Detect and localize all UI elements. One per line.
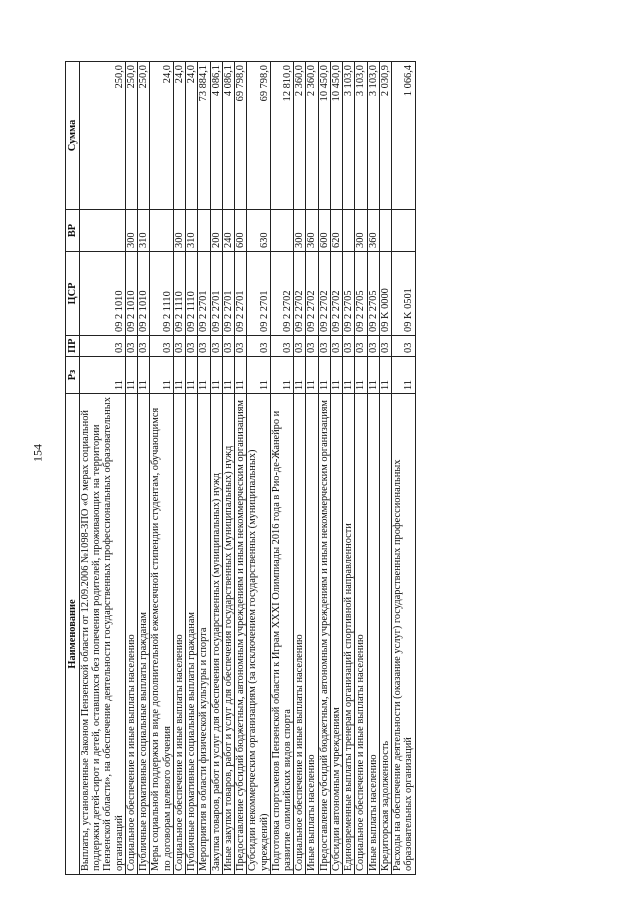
column-header-sum: Сумма bbox=[66, 62, 80, 210]
cell-sum: 73 884,1 bbox=[198, 62, 210, 210]
cell-pr: 03 bbox=[80, 336, 126, 357]
page-number: 154 bbox=[30, 444, 45, 462]
cell-rz: 11 bbox=[198, 357, 210, 394]
cell-sum: 69 798,0 bbox=[235, 62, 247, 210]
column-header-rz: Рз bbox=[66, 357, 80, 394]
cell-name: Кредиторская задолженность bbox=[379, 394, 391, 875]
table-row bbox=[186, 62, 198, 875]
cell-vr: 200 bbox=[210, 210, 222, 252]
cell-rz: 11 bbox=[367, 357, 379, 394]
cell-vr: 360 bbox=[306, 210, 318, 252]
cell-name: Социальное обеспечение и иные выплаты населению bbox=[294, 394, 306, 875]
table-row bbox=[150, 62, 173, 875]
cell-pr: 03 bbox=[186, 336, 198, 357]
cell-pr: 03 bbox=[318, 336, 330, 357]
cell-vr: 300 bbox=[173, 210, 185, 252]
cell-vr bbox=[80, 210, 126, 252]
cell-rz: 11 bbox=[343, 357, 355, 394]
table-row bbox=[235, 62, 247, 875]
cell-csr: 09 2 1010 bbox=[138, 252, 150, 336]
table-row bbox=[222, 62, 234, 875]
cell-csr: 09 K 0000 bbox=[379, 252, 391, 336]
table-row bbox=[379, 62, 391, 875]
column-header-name: Наименование bbox=[66, 394, 80, 875]
cell-name: Подготовка спортсменов Пензенской области к Играм XXXI Олимпиады 2016 года в Рио-де-Жанейро и развитие олимпийских видов спорта bbox=[270, 394, 293, 875]
cell-name: Иные выплаты населению bbox=[306, 394, 318, 875]
table-row bbox=[343, 62, 355, 875]
cell-rz: 11 bbox=[186, 357, 198, 394]
cell-sum: 24,0 bbox=[186, 62, 198, 210]
cell-sum: 12 810,0 bbox=[270, 62, 293, 210]
cell-rz: 11 bbox=[235, 357, 247, 394]
cell-sum: 24,0 bbox=[173, 62, 185, 210]
cell-pr: 03 bbox=[173, 336, 185, 357]
cell-csr: 09 2 2702 bbox=[270, 252, 293, 336]
cell-vr: 600 bbox=[318, 210, 330, 252]
table-row bbox=[318, 62, 330, 875]
cell-name: Закупка товаров, работ и услуг для обеспечения государственных (муниципальных) нужд bbox=[210, 394, 222, 875]
cell-pr: 03 bbox=[330, 336, 342, 357]
cell-sum: 69 798,0 bbox=[247, 62, 270, 210]
cell-vr: 360 bbox=[367, 210, 379, 252]
cell-rz: 11 bbox=[355, 357, 367, 394]
cell-name: Мероприятия в области физической культуры и спорта bbox=[198, 394, 210, 875]
table-row bbox=[392, 62, 415, 875]
table-row bbox=[198, 62, 210, 875]
column-header-csr: ЦСР bbox=[66, 252, 80, 336]
cell-name: Предоставление субсидий бюджетным, автономным учреждениям и иным некоммерческим организациям bbox=[318, 394, 330, 875]
cell-name: Публичные нормативные социальные выплаты гражданам bbox=[138, 394, 150, 875]
cell-name: Субсидии автономным учреждениям bbox=[330, 394, 342, 875]
cell-rz: 11 bbox=[306, 357, 318, 394]
cell-pr: 03 bbox=[210, 336, 222, 357]
cell-sum: 3 103,0 bbox=[355, 62, 367, 210]
cell-sum: 2 030,9 bbox=[379, 62, 391, 210]
cell-csr: 09 2 2702 bbox=[318, 252, 330, 336]
cell-sum: 250,0 bbox=[80, 62, 126, 210]
cell-pr: 03 bbox=[247, 336, 270, 357]
table-row bbox=[330, 62, 342, 875]
cell-name: Меры социальной поддержки в виде дополнительной ежемесячной стипендии студентам, обучающимся по договорам целевого обучения bbox=[150, 394, 173, 875]
cell-name: Единовременные выплаты тренерам организаций спортивной направленности bbox=[343, 394, 355, 875]
cell-rz: 11 bbox=[222, 357, 234, 394]
cell-csr: 09 2 2701 bbox=[210, 252, 222, 336]
cell-name: Субсидии некоммерческим организациям (за исключением государственных (муниципальных) учреждений) bbox=[247, 394, 270, 875]
cell-csr: 09 2 2702 bbox=[330, 252, 342, 336]
cell-vr: 620 bbox=[330, 210, 342, 252]
cell-pr: 03 bbox=[379, 336, 391, 357]
cell-pr: 03 bbox=[125, 336, 137, 357]
cell-rz: 11 bbox=[125, 357, 137, 394]
cell-sum: 2 360,0 bbox=[294, 62, 306, 210]
cell-pr: 03 bbox=[150, 336, 173, 357]
cell-pr: 03 bbox=[367, 336, 379, 357]
cell-vr bbox=[343, 210, 355, 252]
cell-sum: 24,0 bbox=[150, 62, 173, 210]
cell-pr: 03 bbox=[235, 336, 247, 357]
cell-csr: 09 2 2705 bbox=[367, 252, 379, 336]
cell-sum: 250,0 bbox=[125, 62, 137, 210]
table-row bbox=[173, 62, 185, 875]
cell-rz: 11 bbox=[330, 357, 342, 394]
cell-vr: 600 bbox=[235, 210, 247, 252]
cell-sum: 250,0 bbox=[138, 62, 150, 210]
cell-sum: 4 086,1 bbox=[210, 62, 222, 210]
cell-pr: 03 bbox=[392, 336, 415, 357]
cell-csr: 09 2 2701 bbox=[235, 252, 247, 336]
cell-csr: 09 2 1010 bbox=[125, 252, 137, 336]
cell-vr: 310 bbox=[186, 210, 198, 252]
cell-name: Расходы на обеспечение деятельности (оказание услуг) государственных профессиональных образовательных организаций bbox=[392, 394, 415, 875]
cell-sum: 3 103,0 bbox=[343, 62, 355, 210]
table-row bbox=[80, 62, 126, 875]
cell-vr bbox=[198, 210, 210, 252]
cell-vr: 630 bbox=[247, 210, 270, 252]
cell-csr: 09 2 1010 bbox=[80, 252, 126, 336]
table-row bbox=[210, 62, 222, 875]
cell-pr: 03 bbox=[198, 336, 210, 357]
column-header-vr: ВР bbox=[66, 210, 80, 252]
cell-vr: 310 bbox=[138, 210, 150, 252]
cell-vr bbox=[270, 210, 293, 252]
cell-vr: 300 bbox=[355, 210, 367, 252]
table-body bbox=[80, 62, 416, 875]
column-header-pr: ПР bbox=[66, 336, 80, 357]
cell-rz: 11 bbox=[138, 357, 150, 394]
cell-pr: 03 bbox=[355, 336, 367, 357]
cell-sum: 1 066,4 bbox=[392, 62, 415, 210]
cell-rz: 11 bbox=[80, 357, 126, 394]
table-row bbox=[306, 62, 318, 875]
cell-csr: 09 K 0501 bbox=[392, 252, 415, 336]
cell-sum: 3 103,0 bbox=[367, 62, 379, 210]
table-row bbox=[138, 62, 150, 875]
cell-pr: 03 bbox=[343, 336, 355, 357]
cell-sum: 10 450,0 bbox=[330, 62, 342, 210]
table-row bbox=[355, 62, 367, 875]
cell-csr: 09 2 2702 bbox=[306, 252, 318, 336]
cell-rz: 11 bbox=[210, 357, 222, 394]
table-header-row bbox=[66, 62, 80, 875]
cell-sum: 10 450,0 bbox=[318, 62, 330, 210]
cell-rz: 11 bbox=[294, 357, 306, 394]
cell-name: Иные выплаты населению bbox=[367, 394, 379, 875]
cell-vr: 300 bbox=[294, 210, 306, 252]
cell-vr: 300 bbox=[125, 210, 137, 252]
cell-csr: 09 2 1110 bbox=[186, 252, 198, 336]
cell-pr: 03 bbox=[222, 336, 234, 357]
table-row bbox=[125, 62, 137, 875]
table-row bbox=[367, 62, 379, 875]
cell-name: Социальное обеспечение и иные выплаты населению bbox=[173, 394, 185, 875]
cell-vr bbox=[150, 210, 173, 252]
cell-csr: 09 2 1110 bbox=[173, 252, 185, 336]
cell-csr: 09 2 2701 bbox=[247, 252, 270, 336]
cell-csr: 09 2 2701 bbox=[198, 252, 210, 336]
cell-pr: 03 bbox=[306, 336, 318, 357]
cell-name: Социальное обеспечение и иные выплаты населению bbox=[355, 394, 367, 875]
cell-rz: 11 bbox=[173, 357, 185, 394]
cell-sum: 4 086,1 bbox=[222, 62, 234, 210]
cell-name: Социальное обеспечение и иные выплаты населению bbox=[125, 394, 137, 875]
table-row bbox=[294, 62, 306, 875]
cell-pr: 03 bbox=[138, 336, 150, 357]
cell-vr bbox=[392, 210, 415, 252]
cell-name: Предоставление субсидий бюджетным, автономным учреждениям и иным некоммерческим организациям bbox=[235, 394, 247, 875]
cell-vr: 240 bbox=[222, 210, 234, 252]
cell-pr: 03 bbox=[270, 336, 293, 357]
rotated-page-content bbox=[54, 0, 576, 905]
cell-csr: 09 2 2705 bbox=[355, 252, 367, 336]
table-row bbox=[270, 62, 293, 875]
cell-rz: 11 bbox=[270, 357, 293, 394]
cell-name: Выплаты, установленные Законом Пензенской области от 12.09.2006 №1098-ЗПО «О мерах социальной поддержки детей-сирот и детей, оставшихся без попечения родителей, проживающих на территории Пензенской области», на обеспечение деятельности государственных профессиональных образовательных организаций bbox=[80, 394, 126, 875]
cell-name: Иные закупки товаров, работ и услуг для обеспечения государственных (муниципальных) нужд bbox=[222, 394, 234, 875]
cell-pr: 03 bbox=[294, 336, 306, 357]
cell-rz: 11 bbox=[392, 357, 415, 394]
cell-vr bbox=[379, 210, 391, 252]
cell-name: Публичные нормативные социальные выплаты гражданам bbox=[186, 394, 198, 875]
budget-table bbox=[65, 61, 416, 875]
cell-sum: 2 360,0 bbox=[306, 62, 318, 210]
cell-csr: 09 2 1110 bbox=[150, 252, 173, 336]
cell-csr: 09 2 2701 bbox=[222, 252, 234, 336]
cell-csr: 09 2 2705 bbox=[343, 252, 355, 336]
cell-csr: 09 2 2702 bbox=[294, 252, 306, 336]
table-row bbox=[247, 62, 270, 875]
cell-rz: 11 bbox=[318, 357, 330, 394]
cell-rz: 11 bbox=[379, 357, 391, 394]
cell-rz: 11 bbox=[247, 357, 270, 394]
cell-rz: 11 bbox=[150, 357, 173, 394]
